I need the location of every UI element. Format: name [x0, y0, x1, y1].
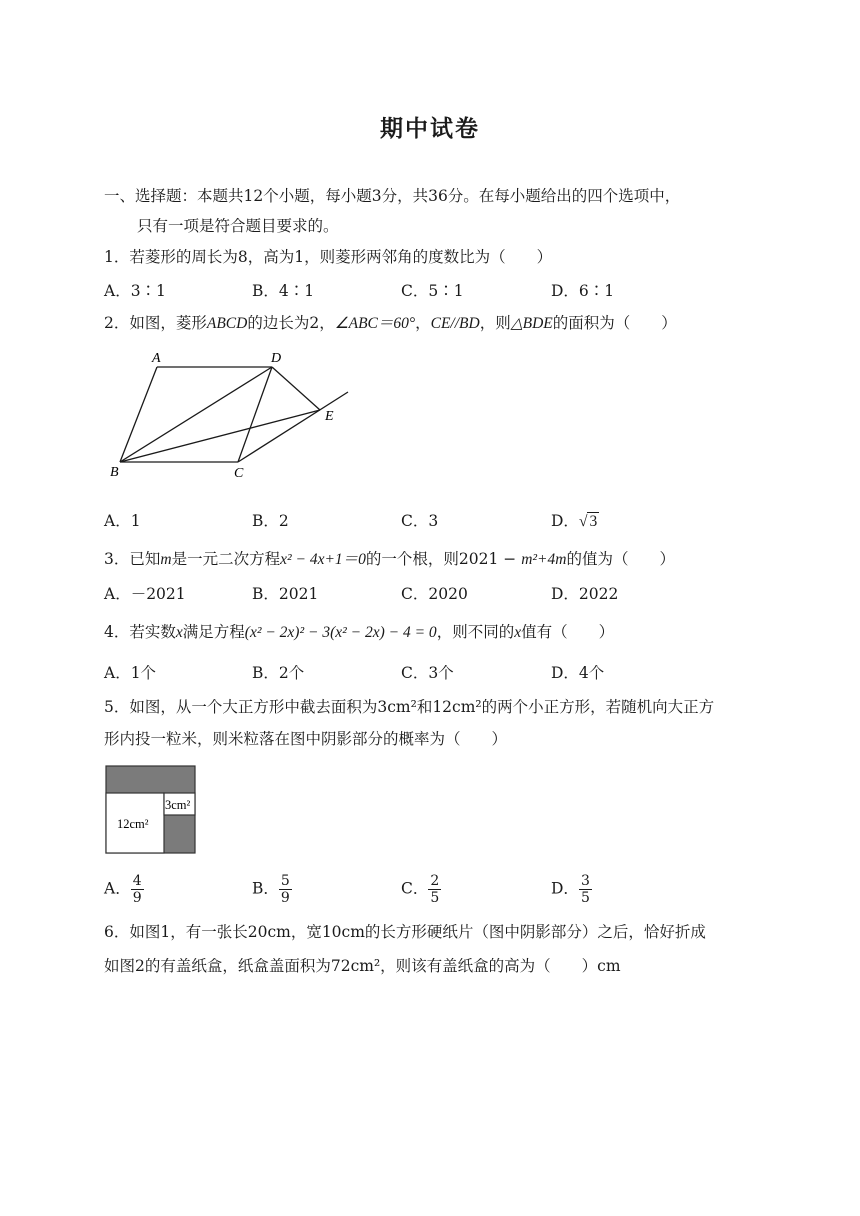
section-instruction-line2: 只有一项是符合题目要求的。: [137, 217, 339, 235]
question-2-option-a: A．1: [104, 512, 141, 530]
label-e: E: [325, 409, 334, 424]
question-5-option-b: B． $\frac{5}{9}$: [252, 873, 290, 906]
question-4-option-a: A．1个: [104, 664, 157, 682]
question-4-option-c: C．3个: [401, 664, 454, 682]
fraction: $\frac{2}{5}$: [430, 873, 440, 906]
label-12cm2: 12cm²: [117, 817, 149, 831]
fraction: $\frac{5}{9}$: [280, 873, 290, 906]
question-5-stem-line2: 形内投一粒米，则米粒落在图中阴影部分的概率为（ ）: [104, 730, 508, 748]
fraction: $\frac{3}{5}$: [580, 873, 590, 906]
question-1-option-a: A．3∶1: [104, 282, 166, 300]
question-3-option-d: D．2022: [551, 585, 619, 603]
question-5-stem-line1: 5．如图，从一个大正方形中截去面积为3cm²和12cm²的两个小正方形，若随机向大正方: [104, 698, 715, 716]
exam-title: 期中试卷: [380, 116, 480, 142]
question-4-option-d: D．4个: [551, 664, 605, 682]
fraction: $\frac{4}{9}$: [132, 873, 142, 906]
question-1-option-d: D．6∶1: [551, 282, 615, 300]
question-3-option-c: C．2020: [401, 585, 468, 603]
question-2-option-c: C．3: [401, 512, 439, 530]
question-3-stem: 3．已知m是一元二次方程x² − 4x+1＝0的一个根，则2021 − m²+4m的值为（ ）: [104, 550, 675, 568]
label-a: A: [152, 351, 161, 366]
squares-figure: [104, 764, 198, 856]
question-5-option-a: A． $\frac{4}{9}$: [104, 873, 142, 906]
question-2-option-b: B．2: [252, 512, 289, 530]
question-3-option-b: B．2021: [252, 585, 319, 603]
label-3cm2: 3cm²: [165, 798, 191, 812]
question-6-stem-line1: 6．如图1，有一张长20cm，宽10cm的长方形硬纸片（图中阴影部分）之后，恰好折成: [104, 923, 706, 941]
question-6-stem-line2: 如图2的有盖纸盒，纸盒盖面积为72cm²，则该有盖纸盒的高为（ ）cm: [104, 957, 621, 975]
question-2-option-d: D．√ 3: [551, 512, 598, 530]
label-c: C: [234, 466, 244, 481]
section-instruction-line1: 一、选择题：本题共12个小题，每小题3分，共36分。在每小题给出的四个选项中，: [104, 187, 681, 205]
sqrt-symbol: √ 3: [578, 513, 598, 530]
question-1-option-c: C．5∶1: [401, 282, 464, 300]
question-5-option-c: C． $\frac{2}{5}$: [401, 873, 440, 906]
question-2-stem: 2．如图，菱形ABCD的边长为2，∠ABC＝60°，CE//BD，则△BDE的面积为（ ）: [104, 314, 677, 332]
question-5-option-d: D． $\frac{3}{5}$: [551, 873, 590, 906]
question-4-stem: 4．若实数x满足方程(x² − 2x)² − 3(x² − 2x) − 4 = 0，则不同的x值有（ ）: [104, 623, 615, 641]
question-3-option-a: A．－2021: [104, 585, 186, 603]
rhombus-figure: [100, 340, 360, 485]
label-d: D: [271, 351, 282, 366]
question-1-stem: 1．若菱形的周长为8，高为1，则菱形两邻角的度数比为（ ）: [104, 248, 553, 266]
question-1-option-b: B．4∶1: [252, 282, 315, 300]
label-b: B: [110, 465, 119, 480]
question-4-option-b: B．2个: [252, 664, 305, 682]
